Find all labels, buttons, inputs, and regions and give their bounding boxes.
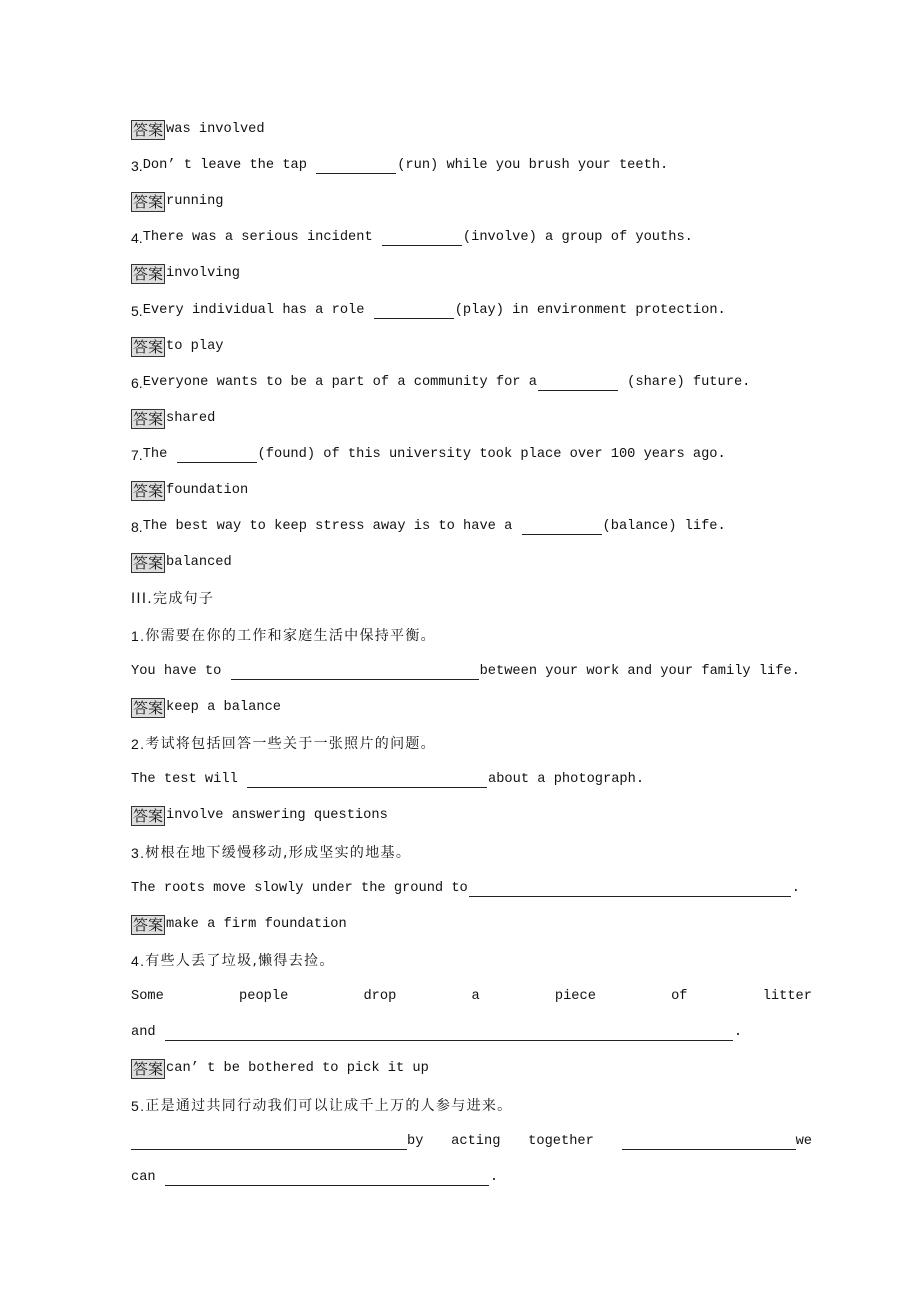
answer-badge: 答案 xyxy=(133,807,164,825)
question-5 xyxy=(131,301,726,321)
answer-badge: 答案 xyxy=(133,916,164,934)
question-number: 6. xyxy=(131,375,143,391)
question-text: . xyxy=(791,881,800,896)
blank xyxy=(177,448,257,463)
question-6 xyxy=(131,373,750,393)
chinese-prompt: 考试将包括回答一些关于一张照片的问题。 xyxy=(145,736,436,752)
sentence-3-chinese xyxy=(131,843,411,863)
question-text: The test will xyxy=(131,772,246,787)
question-number: 5. xyxy=(131,303,143,319)
question-text: . xyxy=(489,1170,499,1185)
sentence-2 xyxy=(131,770,644,790)
blank xyxy=(165,1171,489,1186)
answer-badge: 答案 xyxy=(133,554,164,572)
question-text: Every individual has a role xyxy=(142,303,373,318)
blank xyxy=(131,1135,407,1150)
question-text: . xyxy=(733,1025,743,1040)
word: people xyxy=(239,989,289,1004)
answer-text: make a firm foundation xyxy=(166,917,347,932)
blank xyxy=(165,1026,733,1041)
answer-line xyxy=(131,915,347,935)
sentence-3 xyxy=(131,879,800,899)
question-number: 2. xyxy=(131,736,146,752)
question-text: (run) while you brush your teeth. xyxy=(397,158,669,173)
word: litter xyxy=(762,989,812,1004)
question-text: and xyxy=(131,1025,164,1040)
sentence-4-justified xyxy=(131,987,812,1007)
question-4 xyxy=(131,228,693,248)
sentence-5-justified xyxy=(131,1132,812,1152)
answer-text: keep a balance xyxy=(166,700,282,715)
blank xyxy=(231,665,479,680)
chinese-prompt: 有些人丢了垃圾,懒得去捡。 xyxy=(145,953,335,969)
answer-text: balanced xyxy=(166,555,232,570)
answer-text: foundation xyxy=(166,483,249,498)
answer-line xyxy=(131,264,240,284)
question-number: 1. xyxy=(131,628,146,644)
section-heading: III.完成句子 xyxy=(131,591,215,607)
answer-badge: 答案 xyxy=(133,482,164,500)
question-text: (involve) a group of youths. xyxy=(462,230,693,245)
chinese-prompt: 正是通过共同行动我们可以让成千上万的人参与进来。 xyxy=(145,1098,513,1114)
word: acting xyxy=(451,1134,501,1149)
blank xyxy=(247,773,487,788)
question-text: (share) future. xyxy=(618,375,751,390)
answer-line xyxy=(131,192,224,212)
word: by xyxy=(407,1134,424,1149)
answer-badge: 答案 xyxy=(133,410,164,428)
word: Some xyxy=(131,989,164,1004)
blank xyxy=(469,882,791,897)
answer-line xyxy=(131,806,388,826)
sentence-5-chinese xyxy=(131,1096,512,1116)
answer-text: shared xyxy=(166,411,216,426)
answer-text: was involved xyxy=(166,122,265,137)
word: of xyxy=(671,989,688,1004)
answer-text: can’ t be bothered to pick it up xyxy=(166,1061,429,1076)
answer-line xyxy=(131,1059,429,1079)
chinese-prompt: 树根在地下缓慢移动,形成坚实的地基。 xyxy=(145,845,412,861)
answer-badge: 答案 xyxy=(133,699,164,717)
question-number: 4. xyxy=(131,953,146,969)
question-text: (balance) life. xyxy=(602,519,726,534)
answer-line xyxy=(131,698,281,718)
answer-badge: 答案 xyxy=(133,121,164,139)
sentence-5 xyxy=(131,1168,498,1188)
question-text: The roots move slowly under the ground to xyxy=(131,881,468,896)
answer-line xyxy=(131,553,232,573)
word: together xyxy=(528,1134,594,1149)
answer-text: to play xyxy=(166,339,224,354)
answer-line xyxy=(131,409,215,429)
question-3 xyxy=(131,156,668,176)
blank xyxy=(538,376,618,391)
question-8 xyxy=(131,517,726,537)
question-text: (found) of this university took place over 100 years ago. xyxy=(257,447,726,462)
question-7 xyxy=(131,445,726,465)
word: a xyxy=(471,989,480,1004)
answer-line xyxy=(131,337,224,357)
answer-text: running xyxy=(166,194,224,209)
question-text: can xyxy=(131,1170,164,1185)
blank xyxy=(382,231,462,246)
question-text: There was a serious incident xyxy=(142,230,381,245)
word: piece xyxy=(554,989,596,1004)
blank xyxy=(522,520,602,535)
answer-badge: 答案 xyxy=(133,338,164,356)
question-number: 3. xyxy=(131,158,143,174)
answer-line xyxy=(131,120,265,140)
question-text: You have to xyxy=(131,664,230,679)
question-number: 3. xyxy=(131,845,146,861)
blank xyxy=(374,304,454,319)
answer-badge: 答案 xyxy=(133,265,164,283)
chinese-prompt: 你需要在你的工作和家庭生活中保持平衡。 xyxy=(145,628,436,644)
blank xyxy=(622,1135,796,1150)
answer-badge: 答案 xyxy=(133,193,164,211)
answer-text: involve answering questions xyxy=(166,808,388,823)
question-number: 8. xyxy=(131,519,143,535)
answer-text: involving xyxy=(166,266,240,281)
sentence-4 xyxy=(131,1023,742,1043)
sentence-4-chinese xyxy=(131,951,335,971)
question-text: Don’ t leave the tap xyxy=(142,158,316,173)
sentence-1-chinese xyxy=(131,626,436,646)
answer-badge: 答案 xyxy=(133,1060,164,1078)
question-text: between your work and your family life. xyxy=(479,664,800,679)
sentence-2-chinese xyxy=(131,734,436,754)
question-text: The best way to keep stress away is to have a xyxy=(142,519,521,534)
answer-line xyxy=(131,481,248,501)
blank xyxy=(316,159,396,174)
question-text: about a photograph. xyxy=(488,772,645,787)
question-text: The xyxy=(142,447,176,462)
question-text: Everyone wants to be a part of a community for a xyxy=(142,375,537,390)
question-number: 4. xyxy=(131,230,143,246)
question-number: 5. xyxy=(131,1098,146,1114)
question-text: (play) in environment protection. xyxy=(454,303,726,318)
question-number: 7. xyxy=(131,447,143,463)
word: drop xyxy=(363,989,397,1004)
sentence-1 xyxy=(131,662,800,682)
word: we xyxy=(795,1134,812,1149)
